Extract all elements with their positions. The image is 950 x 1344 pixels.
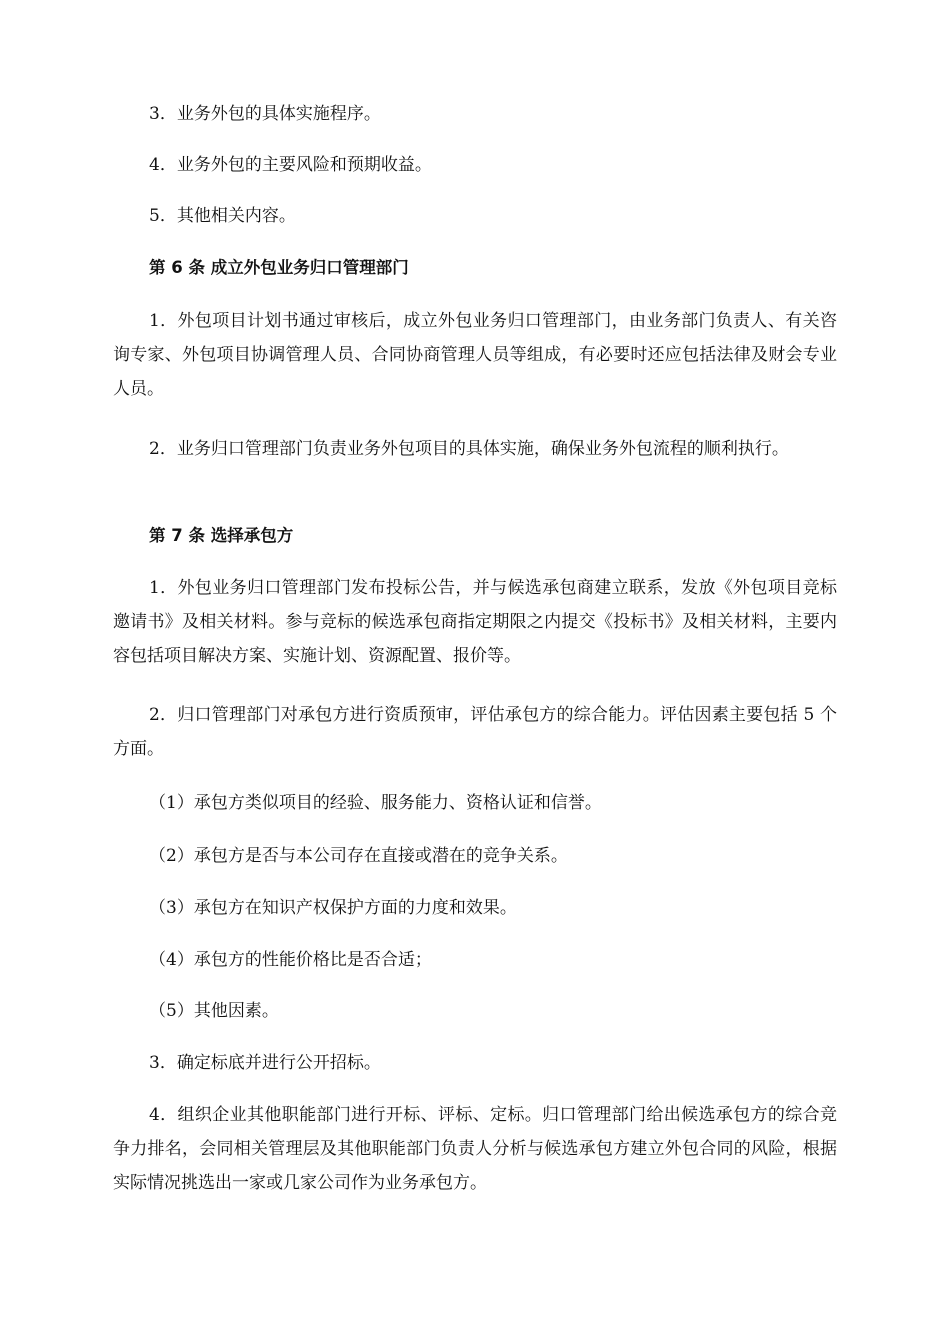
paragraph-article-6-item-2: 2．业务归口管理部门负责业务外包项目的具体实施，确保业务外包流程的顺利执行。 (149, 439, 789, 459)
paragraph-item-5: 5．其他相关内容。 (149, 206, 296, 226)
section-heading-article-7: 第 7 条 选择承包方 (149, 526, 294, 545)
sub-item-3: （3）承包方在知识产权保护方面的力度和效果。 (149, 898, 517, 918)
section-heading-article-6: 第 6 条 成立外包业务归口管理部门 (149, 258, 409, 277)
paragraph-article-7-item-1: 1．外包业务归口管理部门发布投标公告，并与候选承包商建立联系，发放《外包项目竞标邀请书》及相关材料。参与竞标的候选承包商指定期限之内提交《投标书》及相关材料，主要内容包括项目解决方案、实施计划、资源配置、报价等。 (113, 578, 837, 666)
sub-item-4: （4）承包方的性能价格比是否合适； (149, 950, 432, 970)
paragraph-article-7-item-2: 2．归口管理部门对承包方进行资质预审，评估承包方的综合能力。评估因素主要包括 5 个方面。 (113, 705, 837, 759)
sub-item-2: （2）承包方是否与本公司存在直接或潜在的竞争关系。 (149, 846, 568, 866)
paragraph-article-7-item-4: 4．组织企业其他职能部门进行开标、评标、定标。归口管理部门给出候选承包方的综合竞争力排名，会同相关管理层及其他职能部门负责人分析与候选承包方建立外包合同的风险，根据实际情况挑选出一家或几家公司作为业务承包方。 (113, 1105, 837, 1193)
paragraph-item-3: 3．业务外包的具体实施程序。 (149, 104, 381, 124)
sub-item-1: （1）承包方类似项目的经验、服务能力、资格认证和信誉。 (149, 793, 602, 813)
paragraph-article-7-item-3: 3．确定标底并进行公开招标。 (149, 1053, 381, 1073)
paragraph-item-4: 4．业务外包的主要风险和预期收益。 (149, 155, 432, 175)
sub-item-5: （5）其他因素。 (149, 1001, 279, 1021)
paragraph-article-6-item-1: 1．外包项目计划书通过审核后，成立外包业务归口管理部门，由业务部门负责人、有关咨询专家、外包项目协调管理人员、合同协商管理人员等组成，有必要时还应包括法律及财会专业人员。 (113, 311, 837, 399)
